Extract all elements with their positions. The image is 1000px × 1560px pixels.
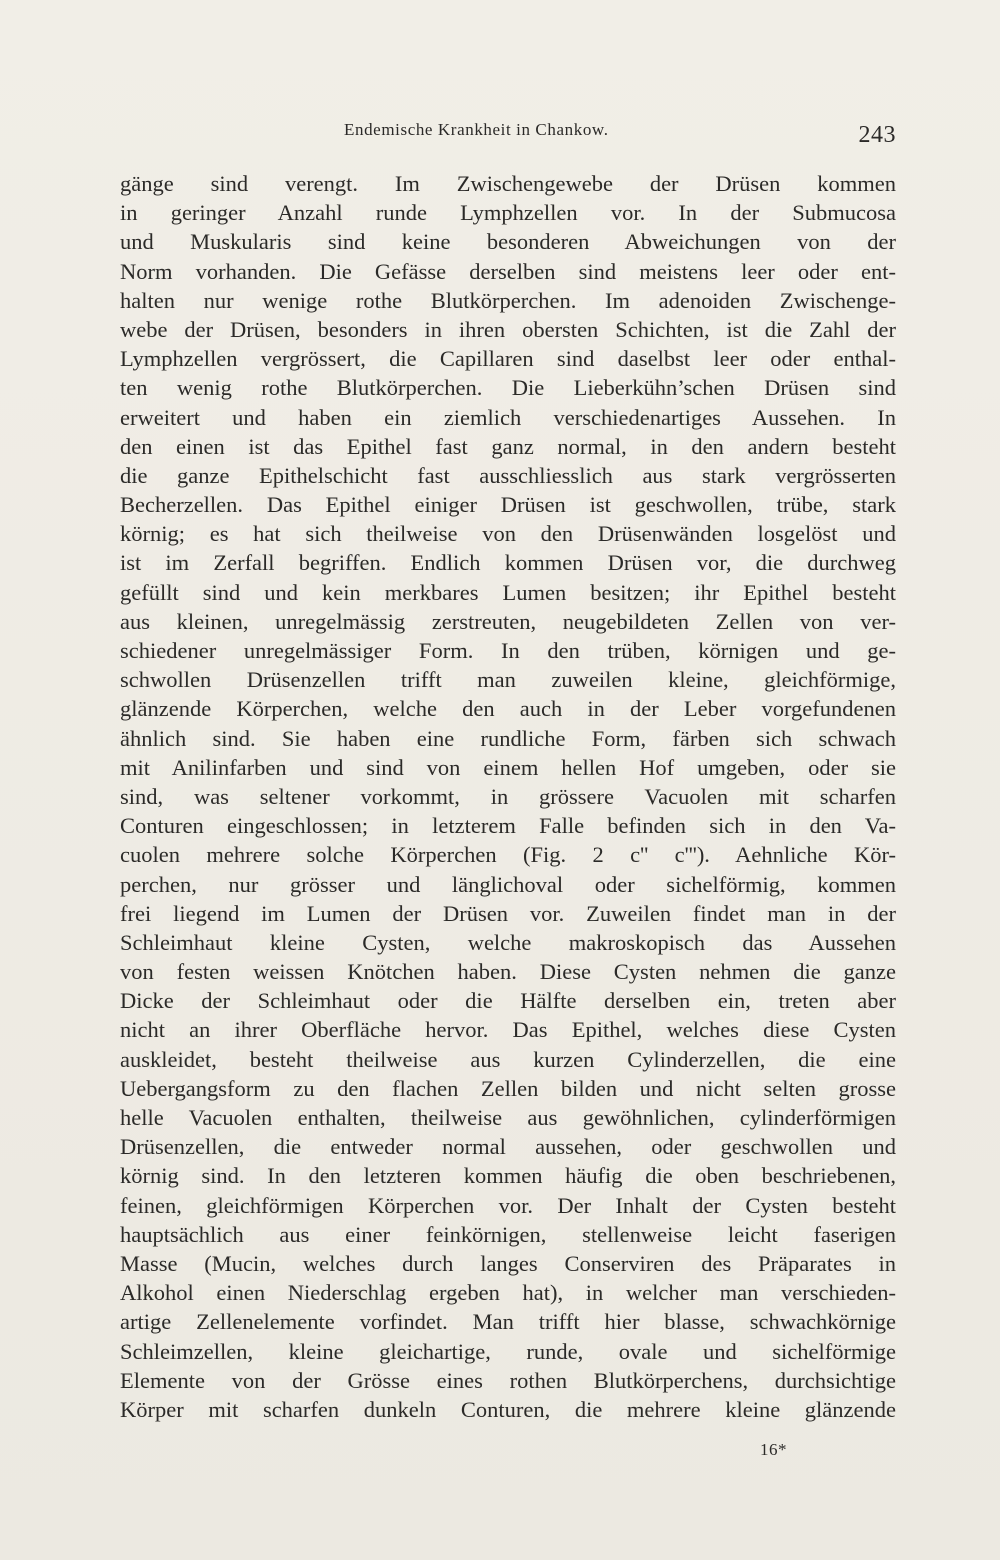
text-line: gefüllt sind und kein merkbares Lumen besitzen; ihr Epithel besteht — [120, 579, 896, 605]
running-title: Endemische Krankheit in Chankow. — [344, 120, 609, 139]
text-line: körnig sind. In den letzteren kommen häufig die oben beschriebenen, — [120, 1163, 896, 1189]
text-line: glänzende Körperchen, welche den auch in der Leber vorgefundenen — [120, 696, 896, 722]
text-line: webe der Drüsen, besonders in ihren obersten Schichten, ist die Zahl der — [120, 316, 896, 342]
text-line: Körper mit scharfen dunkeln Conturen, die mehrere kleine glänzende — [120, 1396, 896, 1422]
text-line: schiedener unregelmässiger Form. In den trüben, körnigen und ge- — [120, 638, 896, 663]
text-line: Uebergangsform zu den flachen Zellen bilden und nicht selten grosse — [120, 1075, 896, 1101]
text-line: cuolen mehrere solche Körperchen (Fig. 2 c'' c'''). Aehnliche Kör- — [120, 842, 896, 868]
text-line: helle Vacuolen enthalten, theilweise aus gewöhnlichen, cylinderförmigen — [120, 1105, 896, 1130]
text-line: feinen, gleichförmigen Körperchen vor. Der Inhalt der Cysten besteht — [120, 1192, 896, 1218]
text-line: ähnlich sind. Sie haben eine rundliche Form, färben sich schwach — [120, 725, 896, 751]
text-line: Conturen eingeschlossen; in letzterem Falle befinden sich in den Va- — [120, 813, 896, 839]
text-line: perchen, nur grösser und länglichoval oder sichelförmig, kommen — [120, 871, 896, 897]
text-line: in geringer Anzahl runde Lymphzellen vor. In der Submucosa — [120, 200, 896, 226]
text-line: auskleidet, besteht theilweise aus kurzen Cylinderzellen, die eine — [120, 1046, 896, 1072]
text-line: die ganze Epithelschicht fast ausschliesslich aus stark vergrösserten — [120, 462, 896, 488]
text-line: Schleimzellen, kleine gleichartige, runde, ovale und sichelförmige — [120, 1338, 896, 1364]
text-line: gänge sind verengt. Im Zwischengewebe der Drüsen kommen — [120, 171, 896, 196]
text-line: Lymphzellen vergrössert, die Capillaren sind daselbst leer oder enthal- — [120, 346, 896, 372]
text-line: Norm vorhanden. Die Gefässe derselben sind meistens leer oder ent- — [120, 258, 896, 284]
text-line: mit Anilinfarben und sind von einem hellen Hof umgeben, oder sie — [120, 754, 896, 780]
text-line: nicht an ihrer Oberfläche hervor. Das Epithel, welches diese Cysten — [120, 1017, 896, 1043]
page-number: 243 — [858, 122, 896, 148]
text-line: hauptsächlich aus einer feinkörnigen, stellenweise leicht faserigen — [120, 1221, 896, 1247]
text-line: schwollen Drüsenzellen trifft man zuweilen kleine, gleichförmige, — [120, 667, 896, 693]
text-line: Schleimhaut kleine Cysten, welche makroskopisch das Aussehen — [120, 929, 896, 955]
text-line: körnig; es hat sich theilweise von den Drüsenwänden losgelöst und — [120, 521, 896, 547]
text-line: sind, was seltener vorkommt, in grössere Vacuolen mit scharfen — [120, 783, 896, 809]
text-line: Elemente von der Grösse eines rothen Blutkörperchens, durchsichtige — [120, 1367, 896, 1393]
text-line: Masse (Mucin, welches durch langes Conserviren des Präparates in — [120, 1250, 896, 1276]
text-line: aus kleinen, unregelmässig zerstreuten, neugebildeten Zellen von ver- — [120, 608, 896, 634]
running-header — [120, 116, 896, 146]
text-line: Drüsenzellen, die entweder normal aussehen, oder geschwollen und — [120, 1134, 896, 1160]
text-line: erweitert und haben ein ziemlich verschiedenartiges Aussehen. In — [120, 404, 896, 430]
text-line: artige Zellenelemente vorfindet. Man trifft hier blasse, schwachkörnige — [120, 1309, 896, 1335]
text-line: frei liegend im Lumen der Drüsen vor. Zuweilen findet man in der — [120, 900, 896, 926]
text-line: von festen weissen Knötchen haben. Diese Cysten nehmen die ganze — [120, 959, 896, 985]
text-line: ten wenig rothe Blutkörperchen. Die Lieberkühn’schen Drüsen sind — [120, 375, 896, 401]
body-text — [120, 169, 896, 1424]
text-line: den einen ist das Epithel fast ganz normal, in den andern besteht — [120, 433, 896, 459]
text-line: Dicke der Schleimhaut oder die Hälfte derselben ein, treten aber — [120, 988, 896, 1014]
text-line: halten nur wenige rothe Blutkörperchen. Im adenoiden Zwischenge- — [120, 287, 896, 313]
text-line: Alkohol einen Niederschlag ergeben hat), in welcher man verschieden- — [120, 1280, 896, 1306]
text-line: Becherzellen. Das Epithel einiger Drüsen ist geschwollen, trübe, stark — [120, 492, 896, 518]
signature-mark: 16* — [760, 1440, 787, 1459]
text-line: und Muskularis sind keine besonderen Abweichungen von der — [120, 229, 896, 255]
text-line: ist im Zerfall begriffen. Endlich kommen Drüsen vor, die durchweg — [120, 550, 896, 576]
